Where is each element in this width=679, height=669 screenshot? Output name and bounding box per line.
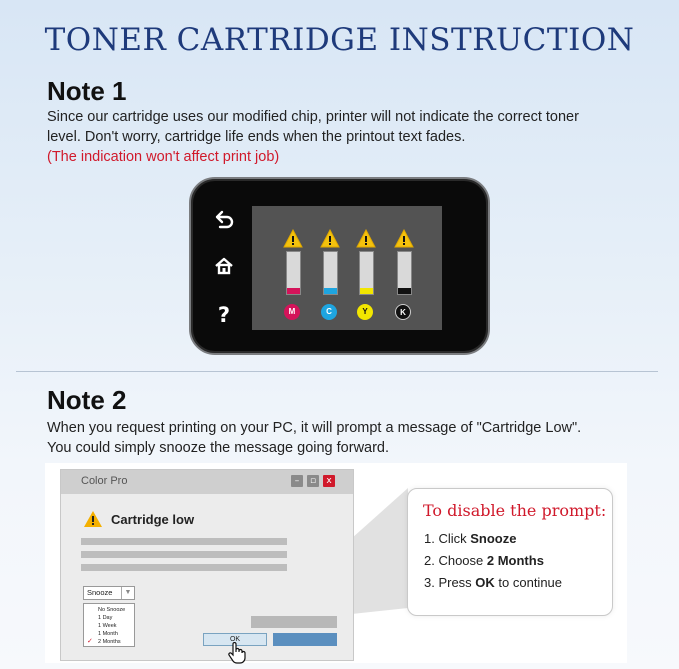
snooze-options-list	[83, 603, 135, 647]
maximize-button[interactable]: ▫	[307, 475, 319, 487]
back-arrow-icon	[213, 209, 235, 231]
toner-color-label: M	[284, 304, 300, 320]
toner-color-label: K	[395, 304, 411, 320]
ok-button[interactable]: OK	[203, 633, 267, 646]
chevron-down-icon: ▼	[121, 587, 134, 599]
snooze-option[interactable]: No Snooze	[98, 607, 126, 613]
snooze-option[interactable]: 1 Week	[98, 623, 117, 629]
toner-color-label: Y	[357, 304, 373, 320]
note1-red-note: (The indication won't affect print job)	[47, 149, 280, 165]
warning-icon	[356, 229, 376, 249]
note1-line1: Since our cartridge uses our modified chip, printer will not indicate the correct toner	[47, 109, 579, 125]
snooze-select[interactable]	[83, 586, 135, 600]
cancel-button[interactable]	[273, 633, 337, 646]
snooze-option[interactable]: 1 Day	[98, 615, 113, 621]
callout-step-1: 1. Click Snooze	[424, 531, 517, 546]
callout-heading: To disable the prompt:	[423, 501, 607, 520]
note2-heading: Note 2	[47, 385, 127, 415]
checkmark-icon: ✓	[87, 638, 93, 645]
page-title: TONER CARTRIDGE INSTRUCTION	[44, 22, 635, 58]
snooze-option[interactable]: 1 Month	[98, 631, 118, 637]
callout-step-2: 2. Choose 2 Months	[424, 553, 544, 568]
printer-control-panel	[189, 177, 490, 355]
note2-line2: You could simply snooze the message going forward.	[47, 440, 390, 456]
placeholder-text-line	[81, 538, 287, 545]
toner-level-bar	[397, 251, 412, 295]
home-icon	[213, 255, 235, 277]
ink-level-screen	[252, 206, 442, 330]
minimize-button[interactable]: –	[291, 475, 303, 487]
note1-heading: Note 1	[47, 76, 127, 106]
help-icon: ?	[217, 303, 231, 327]
close-button[interactable]: x	[323, 475, 335, 487]
warning-icon	[83, 510, 103, 528]
placeholder-text-line	[81, 551, 287, 558]
note1-line2: level. Don't worry, cartridge life ends when the printout text fades.	[47, 129, 466, 145]
snooze-option-selected[interactable]	[87, 638, 134, 646]
dialog-title: Color Pro	[81, 475, 128, 487]
dialog-message: Cartridge low	[111, 512, 195, 527]
placeholder-button[interactable]	[251, 616, 337, 628]
section-divider	[16, 371, 658, 372]
cartridge-low-dialog	[60, 469, 354, 661]
warning-icon	[283, 229, 303, 249]
hand-cursor-icon	[227, 642, 247, 664]
placeholder-text-line	[81, 564, 287, 571]
warning-icon	[394, 229, 414, 249]
snooze-select-value: Snooze	[87, 588, 113, 597]
note2-text	[47, 418, 647, 458]
note2-line1: When you request printing on your PC, it will prompt a message of "Cartridge Low".	[47, 420, 582, 436]
callout-step-3: 3. Press OK to continue	[424, 575, 563, 590]
snooze-option-label: 2 Months	[98, 639, 121, 645]
toner-color-label: C	[321, 304, 337, 320]
toner-level-bar	[323, 251, 338, 295]
instruction-callout	[407, 488, 613, 616]
toner-level-bar	[359, 251, 374, 295]
warning-icon	[320, 229, 340, 249]
note1-text	[47, 107, 647, 167]
toner-level-bar	[286, 251, 301, 295]
